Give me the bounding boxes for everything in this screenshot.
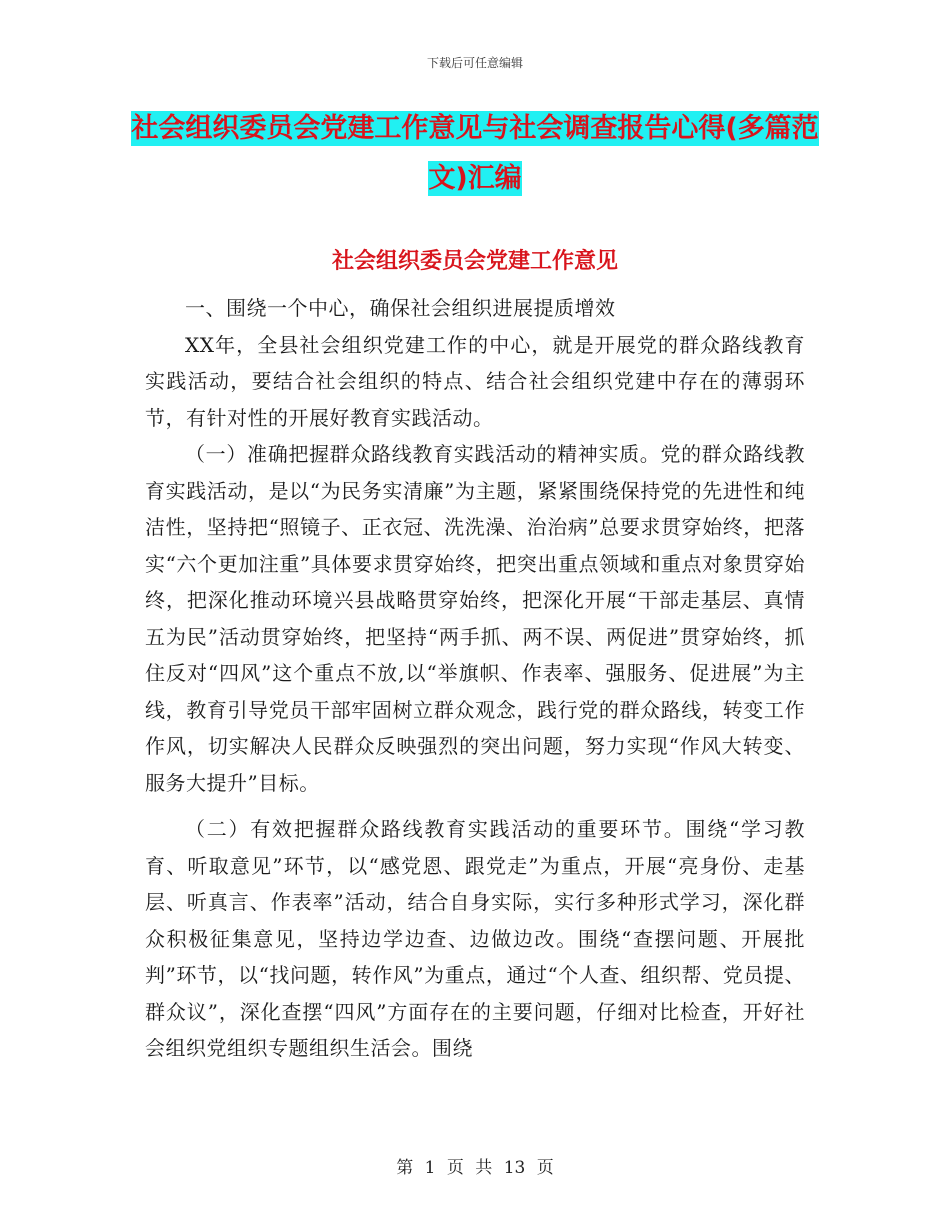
page-number: 1 (424, 1158, 436, 1178)
document-body (145, 290, 805, 1067)
document-title (120, 104, 830, 204)
section-title: 社会组织委员会党建工作意见 (331, 249, 618, 274)
footer-prefix: 第 (396, 1158, 414, 1178)
footer-middle: 页 (446, 1158, 464, 1178)
paragraph: XX年，全县社会组织党建工作的中心，就是开展党的群众路线教育实践活动，要结合社会组织的特点、结合社会组织党建中存在的薄弱环节，有针对性的开展好教育实践活动。 (145, 332, 805, 430)
page-total: 13 (503, 1158, 526, 1178)
page-footer (0, 1153, 950, 1178)
header-note: 下载后可任意编辑 (426, 56, 523, 70)
paragraph: 一、围绕一个中心，确保社会组织进展提质增效 (185, 296, 616, 320)
paragraph: （二）有效把握群众路线教育实践活动的重要环节。围绕“学习教育、听取意见”环节，以“感党恩、跟党走”为重点，开展“亮身份、走基层、听真言、作表率”活动，结合自身实际，实行多种形式学习，深化群众积极征集意见，坚持边学边查、边做边改。围绕“查摆问题、开展批判”环节，以“找问题，转作风”为重点，通过“个人查、组织帮、党员提、群众议”，深化查摆“四风”方面存在的主要问题，仔细对比检查，开好社会组织党组织专题组织生活会。围绕 (145, 817, 805, 1060)
paragraph: （一）准确把握群众路线教育实践活动的精神实质。党的群众路线教育实践活动，是以“为民务实清廉”为主题，紧紧围绕保持党的先进性和纯洁性，坚持把“照镜子、正衣冠、洗洗澡、治治病”总要求贯穿始终，把落实“六个更加注重”具体要求贯穿始终，把突出重点领域和重点对象贯穿始终，把深化推动环境兴县战略贯穿始终，把深化开展“干部走基层、真情五为民”活动贯穿始终，把坚持“两手抓、两不误、两促进”贯穿始终，抓住反对“四风”这个重点不放,以“举旗帜、作表率、强服务、促进展”为主线，教育引导党员干部牢固树立群众观念，践行党的群众路线，转变工作作风，切实解决人民群众反映强烈的突出问题，努力实现“作风大转变、服务大提升”目标。 (145, 442, 805, 795)
footer-suffix: 页 (536, 1158, 554, 1178)
document-title-text: 社会组织委员会党建工作意见与社会调查报告心得(多篇范文)汇编 (131, 113, 819, 194)
footer-total-label: 共 (475, 1158, 493, 1178)
